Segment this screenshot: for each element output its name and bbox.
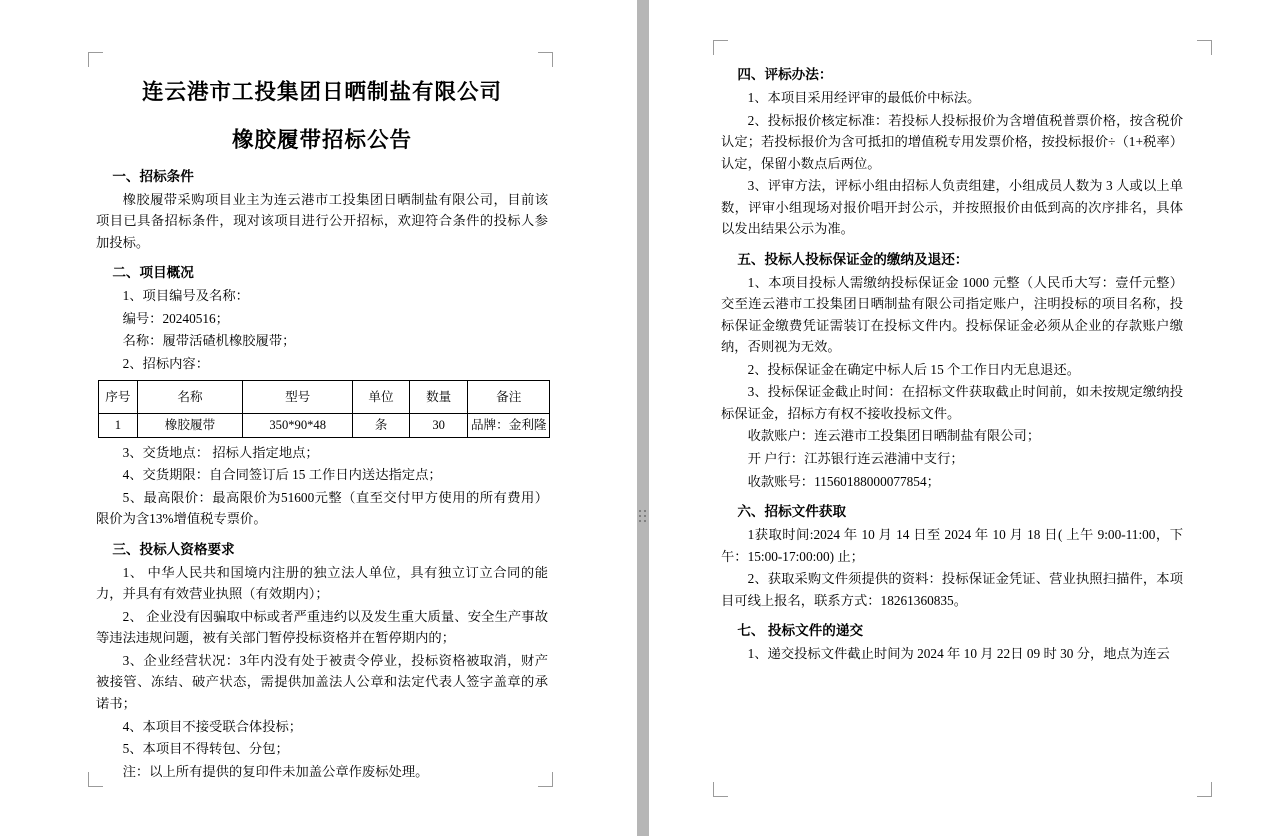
section-2-paragraph-3: 名称：履带活碴机橡胶履带；	[122, 333, 296, 349]
payee-account-name: 收款账户：连云港市工投集团日晒制盐有限公司；	[747, 428, 1041, 444]
table-cell-no: 1	[99, 414, 138, 437]
table-header-cell-note: 备注	[468, 381, 550, 414]
table-header-cell-name: 名称	[137, 381, 243, 414]
section-heading-1: 一、招标条件	[112, 168, 194, 184]
section-6-paragraph-2: 2、获取采购文件须提供的资料：投标保证金凭证、营业执照扫描件，本项目可线上报名，联系方式：18261360835。	[721, 571, 1183, 608]
table-header-row	[99, 381, 550, 414]
split-handle-icon[interactable]	[638, 508, 648, 524]
table-header-cell-model: 型号	[243, 381, 353, 414]
payee-bank: 开 户行：江苏银行连云港浦中支行；	[747, 451, 964, 466]
crop-mark-top-left	[88, 52, 103, 67]
section-3-paragraph-1: 1、 中华人民共和国境内注册的独立法人单位，具有独立订立合同的能力，并具有有效营业执照（有效期内）；	[96, 564, 548, 602]
section-3-paragraph-2: 2、 企业没有因骗取中标或者严重违约以及发生重大质量、安全生产事故等违法违规问题，被有关部门暂停投标资格并在暂停期内的；	[96, 608, 548, 646]
section-heading-6: 六、招标文件获取	[737, 504, 847, 520]
section-2-paragraph-2: 编号：20240516；	[122, 310, 229, 326]
section-2-paragraph-4: 2、招标内容：	[122, 355, 210, 371]
section-4-paragraph-2: 2、投标报价核定标准：若投标人投标报价为含增值税普票价格，按含税价认定；若投标报价为含可抵扣的增值税专用发票价格，按投标报价÷（1+税率）认定，保留小数点后两位。	[721, 112, 1183, 171]
section-2-after-table-3: 5、最高限价：最高限价为51600元整（直至交付甲方使用的所有费用）限价为含13%增值税专票价。	[96, 489, 548, 527]
table-cell-name: 橡胶履带	[137, 414, 243, 437]
section-heading-4: 四、评标办法：	[737, 67, 833, 82]
table-row	[99, 414, 550, 437]
section-4-paragraph-3: 3、评审方法，评标小组由招标人负责组建，小组成员人数为 3 人或以上单数，评审小组现场对报价唱开封公示，并按照报价由低到高的次序排名，具体以发出结果公示为准。	[721, 178, 1183, 237]
crop-mark-top-left-2	[713, 40, 728, 55]
document-page-1	[0, 0, 637, 836]
table-header-cell-quantity: 数量	[409, 381, 468, 414]
section-2-paragraph-1: 1、项目编号及名称：	[122, 288, 249, 304]
table-cell-unit: 条	[353, 414, 410, 437]
goods-table	[98, 380, 550, 437]
crop-mark-bottom-left-2	[713, 782, 728, 797]
section-3-paragraph-6: 注：以上所有提供的复印件未加盖公章作废标处理。	[122, 763, 429, 779]
page-1-content	[96, 68, 548, 782]
section-heading-5: 五、投标人投标保证金的缴纳及退还：	[737, 251, 969, 267]
section-heading-2: 二、项目概况	[112, 265, 194, 281]
section-5-paragraph-1: 1、本项目投标人需缴纳投标保证金 1000 元整（人民币大写：壹仟元整）交至连云港市工投集团日晒制盐有限公司指定账户，注明投标的项目名称，投标保证金缴费凭证需装订在投标文件内。投标保证金必须从企业的存款账户缴纳，否则视为无效。	[721, 274, 1183, 355]
crop-mark-top-right-2	[1197, 40, 1212, 55]
section-heading-7: 七、 投标文件的递交	[737, 623, 864, 639]
section-4-paragraph-1: 1、本项目采用经评审的最低价中标法。	[747, 90, 981, 106]
crop-mark-top-right	[538, 52, 553, 67]
document-page-2	[649, 0, 1286, 836]
table-cell-model: 350*90*48	[243, 414, 353, 437]
section-3-paragraph-5: 5、本项目不得转包、分包；	[122, 741, 289, 757]
section-5-paragraph-2: 2、投标保证金在确定中标人后 15 个工作日内无息退还。	[747, 361, 1081, 377]
section-6-paragraph-1: 1获取时间:2024 年 10 月 14 日至 2024 年 10 月 18 日( 上午 9:00-11:00，下午：15:00-17:00:00) 止；	[721, 527, 1183, 564]
table-cell-note: 品牌：金利隆	[468, 414, 550, 437]
section-heading-3: 三、投标人资格要求	[112, 541, 235, 557]
section-2-after-table-2: 4、交货期限：自合同签订后 15 工作日内送达指定点；	[122, 467, 442, 483]
payee-account-number: 收款账号：11560188000077854；	[747, 473, 940, 489]
section-5-paragraph-3: 3、投标保证金截止时间：在招标文件获取截止时间前，如未按规定缴纳投标保证金，招标方有权不接收投标文件。	[721, 384, 1183, 421]
page-title-line-2: 橡胶履带招标公告	[231, 128, 412, 153]
table-header-cell-no: 序号	[99, 381, 138, 414]
section-3-paragraph-4: 4、本项目不接受联合体投标；	[122, 718, 303, 734]
section-7-paragraph-1: 1、递交投标文件截止时间为 2024 年 10 月 22日 09 时 30 分，地点为连云	[747, 646, 1170, 662]
crop-mark-bottom-right-2	[1197, 782, 1212, 797]
page-2-content	[721, 55, 1183, 665]
page-gutter	[637, 0, 649, 836]
section-2-after-table-1: 3、交货地点： 招标人指定地点；	[122, 444, 319, 460]
table-cell-quantity: 30	[409, 414, 468, 437]
table-header-cell-unit: 单位	[353, 381, 410, 414]
section-1-paragraph-1: 橡胶履带采购项目业主为连云港市工投集团日晒制盐有限公司，目前该项目已具备招标条件，现对该项目进行公开招标，欢迎符合条件的投标人参加投标。	[96, 191, 548, 250]
section-3-paragraph-3: 3、企业经营状况：3年内没有处于被责令停业，投标资格被取消，财产被接管、冻结、破产状态，需提供加盖法人公章和法定代表人签字盖章的承诺书；	[96, 652, 548, 711]
page-title-line-1: 连云港市工投集团日晒制盐有限公司	[141, 80, 502, 104]
